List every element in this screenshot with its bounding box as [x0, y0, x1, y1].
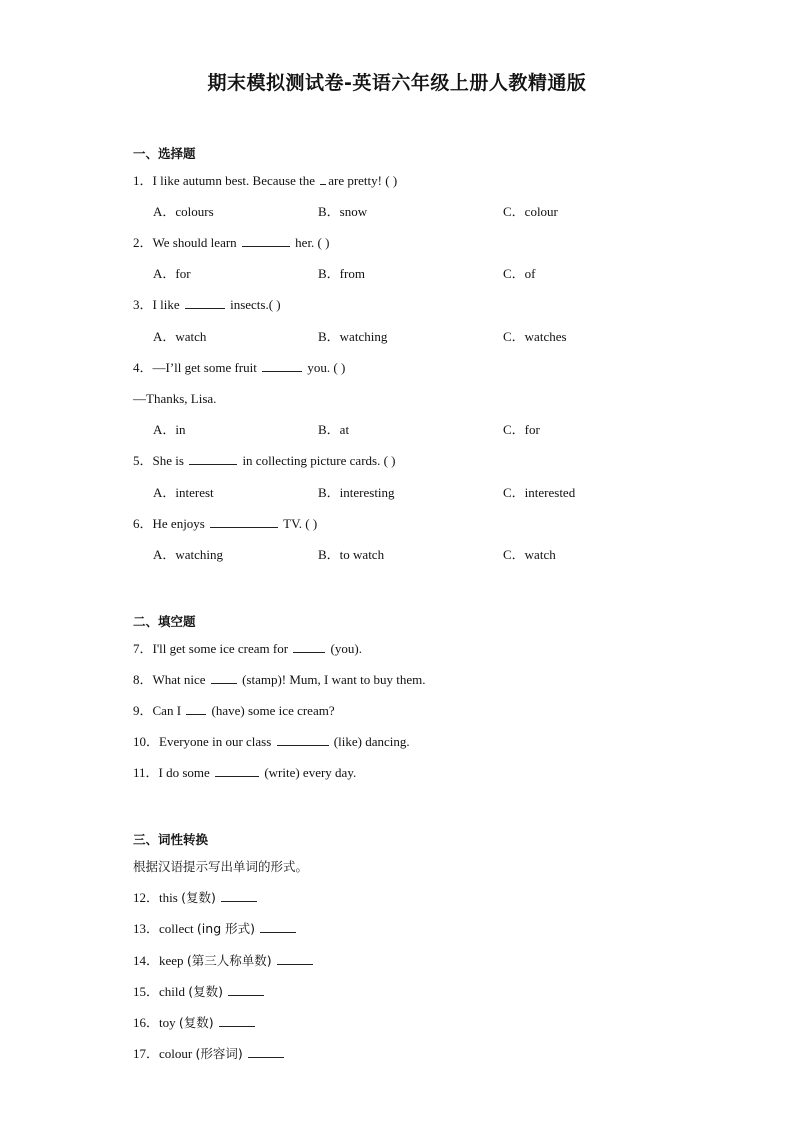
- option-a[interactable]: A．for: [153, 266, 191, 281]
- question-text: in collecting picture cards. ( ): [242, 453, 396, 468]
- answer-blank[interactable]: [219, 1014, 255, 1027]
- question-number: 7．: [133, 641, 153, 656]
- question-14: [133, 952, 315, 970]
- page-title: 期末模拟测试卷-英语六年级上册人教精通版: [207, 72, 587, 94]
- question-word: keep: [159, 953, 184, 968]
- question-8: [133, 671, 426, 689]
- question-number: 16．: [133, 1015, 160, 1030]
- dialogue-reply: —Thanks, Lisa.: [133, 391, 217, 406]
- answer-blank[interactable]: [215, 764, 259, 777]
- answer-blank[interactable]: [211, 671, 237, 684]
- question-text: He enjoys: [152, 516, 205, 531]
- answer-blank[interactable]: [248, 1045, 284, 1058]
- question-1: [133, 172, 397, 190]
- answer-blank[interactable]: [262, 359, 302, 372]
- option-b[interactable]: B．at: [318, 422, 350, 437]
- question-number: 9．: [133, 703, 153, 718]
- question-2: [133, 234, 329, 252]
- question-number: 1．: [133, 173, 153, 188]
- option-a[interactable]: A．interest: [153, 485, 214, 500]
- question-number: 6．: [133, 516, 153, 531]
- question-text: (stamp)! Mum, I want to buy them.: [242, 672, 426, 687]
- option-a[interactable]: A．colours: [153, 204, 214, 219]
- question-number: 2．: [133, 235, 153, 250]
- question-word: this: [159, 890, 178, 905]
- question-text: I like autumn best. Because the: [152, 173, 315, 188]
- answer-blank[interactable]: [221, 889, 257, 902]
- question-hint: (第三人称单数): [186, 953, 272, 968]
- question-text: you. ( ): [307, 360, 346, 375]
- question-number: 17．: [133, 1046, 160, 1061]
- question-text: (have) some ice cream?: [211, 703, 335, 718]
- question-17: [133, 1045, 286, 1063]
- answer-blank[interactable]: [260, 920, 296, 933]
- option-a[interactable]: A．watch: [153, 329, 207, 344]
- option-c[interactable]: C．interested: [503, 485, 576, 500]
- option-c[interactable]: C．watches: [503, 329, 567, 344]
- question-text: —I’ll get some fruit: [152, 360, 257, 375]
- question-3: [133, 296, 281, 314]
- question-text: Everyone in our class: [159, 734, 272, 749]
- question-text: are pretty! ( ): [328, 173, 398, 188]
- question-16: [133, 1014, 257, 1032]
- question-number: 11．: [133, 765, 159, 780]
- answer-blank[interactable]: [320, 172, 326, 185]
- question-text: She is: [152, 453, 184, 468]
- question-word: colour: [159, 1046, 193, 1061]
- section-heading-word-form: 三、词性转换: [133, 832, 209, 847]
- question-13: [133, 920, 298, 938]
- question-word: collect: [159, 921, 194, 936]
- question-number: 3．: [133, 297, 153, 312]
- option-c[interactable]: C．of: [503, 266, 536, 281]
- question-text: I'll get some ice cream for: [152, 641, 289, 656]
- answer-blank[interactable]: [228, 983, 264, 996]
- question-text: Can I: [152, 703, 182, 718]
- answer-blank[interactable]: [242, 234, 290, 247]
- question-number: 15．: [133, 984, 160, 999]
- question-text: (you).: [330, 641, 362, 656]
- option-c[interactable]: C．watch: [503, 547, 556, 562]
- question-number: 5．: [133, 453, 153, 468]
- option-a[interactable]: A．watching: [153, 547, 224, 562]
- question-15: [133, 983, 266, 1001]
- question-text: TV. ( ): [283, 516, 318, 531]
- question-5: [133, 452, 396, 470]
- question-9: [133, 702, 335, 720]
- answer-blank[interactable]: [189, 452, 237, 465]
- question-number: 12．: [133, 890, 160, 905]
- answer-blank[interactable]: [185, 296, 225, 309]
- answer-blank[interactable]: [293, 640, 325, 653]
- question-text: I do some: [158, 765, 210, 780]
- option-a[interactable]: A．in: [153, 422, 186, 437]
- question-text: What nice: [152, 672, 206, 687]
- question-text: (like) dancing.: [333, 734, 410, 749]
- question-text: I like: [152, 297, 180, 312]
- question-text: her. ( ): [295, 235, 330, 250]
- answer-blank[interactable]: [210, 515, 278, 528]
- question-hint: (ing 形式): [196, 921, 255, 936]
- question-12: [133, 889, 259, 907]
- answer-blank[interactable]: [277, 733, 329, 746]
- answer-blank[interactable]: [277, 952, 313, 965]
- question-text: (write) every day.: [264, 765, 357, 780]
- option-c[interactable]: C．colour: [503, 204, 558, 219]
- question-number: 13．: [133, 921, 160, 936]
- option-b[interactable]: B．watching: [318, 329, 388, 344]
- question-11: [133, 764, 356, 782]
- question-word: toy: [159, 1015, 176, 1030]
- question-10: [133, 733, 410, 751]
- question-number: 4．: [133, 360, 153, 375]
- question-text: We should learn: [152, 235, 237, 250]
- option-b[interactable]: B．interesting: [318, 485, 395, 500]
- question-hint: (形容词): [195, 1046, 243, 1061]
- option-b[interactable]: B．to watch: [318, 547, 385, 562]
- question-hint: (复数): [188, 984, 224, 999]
- question-7: [133, 640, 362, 658]
- question-hint: (复数): [178, 1015, 214, 1030]
- answer-blank[interactable]: [186, 702, 206, 715]
- question-6: [133, 515, 317, 533]
- option-c[interactable]: C．for: [503, 422, 540, 437]
- section-heading-fill-blank: 二、填空题: [133, 614, 196, 629]
- option-b[interactable]: B．snow: [318, 204, 368, 219]
- option-b[interactable]: B．from: [318, 266, 365, 281]
- question-4: [133, 359, 345, 377]
- question-word: child: [159, 984, 186, 999]
- question-text: insects.( ): [230, 297, 281, 312]
- question-number: 8．: [133, 672, 153, 687]
- question-hint: (复数): [181, 890, 216, 905]
- question-number: 10．: [133, 734, 160, 749]
- section-instruction: 根据汉语提示写出单词的形式。: [133, 859, 309, 874]
- section-heading-choice: 一、选择题: [133, 146, 196, 161]
- question-number: 14．: [133, 953, 160, 968]
